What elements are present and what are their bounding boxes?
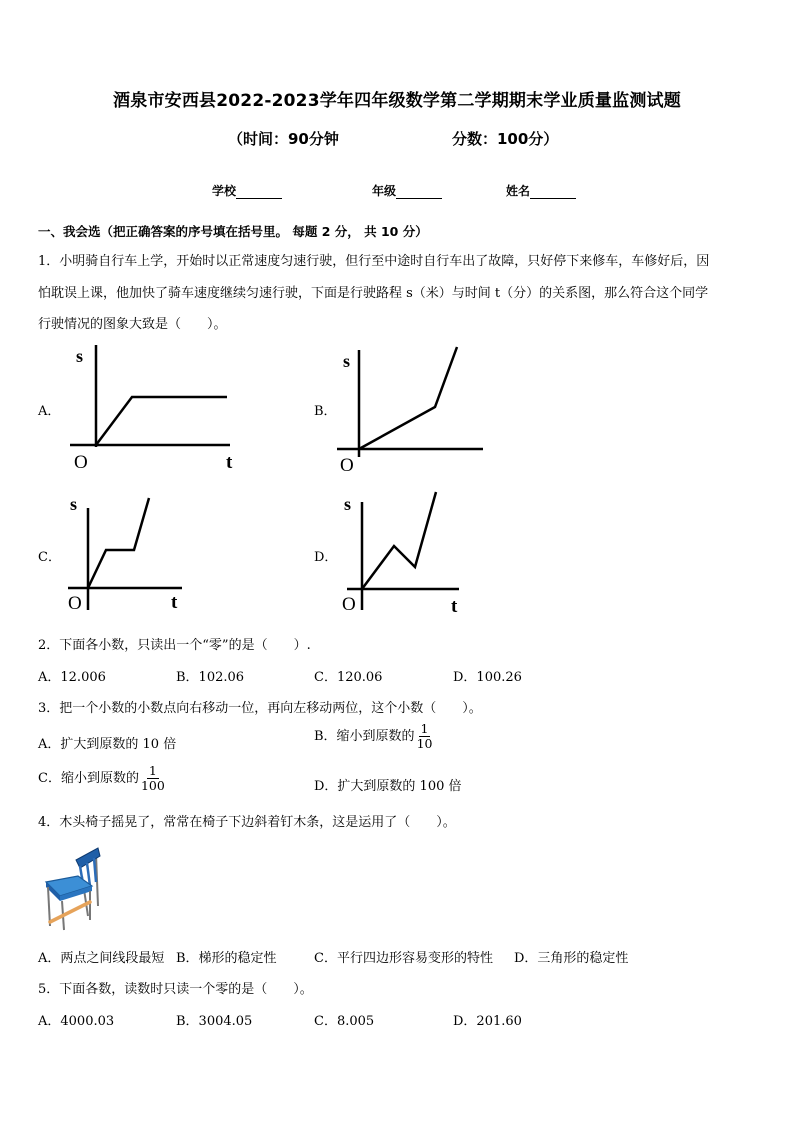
graph-a: [60, 340, 240, 473]
chair-image: [40, 846, 106, 932]
q2-option-c[interactable]: C．120.06: [314, 670, 383, 685]
y-axis-label: s: [344, 494, 352, 514]
graph-b: [335, 345, 495, 475]
graph-d-line: [362, 492, 436, 589]
x-axis-label: t: [451, 596, 458, 617]
q2-option-a[interactable]: A．12.006: [38, 670, 106, 685]
q3-option-a[interactable]: A．扩大到原数的 10 倍: [38, 737, 177, 752]
q4-option-c[interactable]: C．平行四边形容易变形的特性: [314, 951, 493, 966]
origin-label: O: [68, 593, 82, 614]
q1-option-b-label[interactable]: B．: [314, 404, 337, 419]
q3-option-c-text: C．缩小到原数的: [38, 771, 139, 786]
grade-field[interactable]: [372, 182, 442, 199]
q1-line1: 1．小明骑自行车上学，开始时以正常速度匀速行驶，但行至中途时自行车出了故障，只好停下来修车，车修好后，因: [38, 254, 710, 269]
y-axis-label: s: [70, 494, 78, 514]
q3-option-c[interactable]: [38, 764, 165, 793]
graph-d: [335, 488, 475, 616]
exam-score: 分数：100分）: [452, 130, 559, 148]
origin-label: O: [74, 452, 88, 473]
q3-text: 3．把一个小数的小数点向右移动一位，再向左移动两位，这个小数（ ）。: [38, 701, 482, 716]
origin-label: O: [342, 594, 356, 615]
q1-line3: 行驶情况的图象大致是（ ）。: [38, 317, 227, 332]
name-blank[interactable]: [530, 186, 576, 199]
q4-option-d[interactable]: D．三角形的稳定性: [514, 951, 629, 966]
q5-option-b[interactable]: B．3004.05: [176, 1014, 253, 1029]
exam-time: （时间：90分钟: [228, 130, 339, 148]
q3-option-b-text: B．缩小到原数的: [314, 729, 415, 744]
x-axis-label: t: [171, 592, 178, 613]
y-axis-label: s: [76, 346, 84, 366]
origin-label: O: [340, 455, 354, 476]
name-label: 姓名: [506, 184, 531, 198]
school-field[interactable]: [212, 182, 282, 199]
q5-option-d[interactable]: D．201.60: [453, 1014, 522, 1029]
fraction-numerator: 1: [420, 721, 429, 736]
q1-line2: 怕耽误上课，他加快了骑车速度继续匀速行驶，下面是行驶路程 s（米）与时间 t（分）的关系图，那么符合这个同学: [38, 286, 709, 301]
fraction-denominator: 10: [416, 736, 433, 751]
name-field[interactable]: [506, 182, 576, 199]
q1-option-a-label[interactable]: A．: [38, 404, 61, 419]
school-label: 学校: [212, 184, 237, 198]
q5-text: 5．下面各数，读数时只读一个零的是（ ）。: [38, 982, 313, 997]
graph-c-line: [88, 498, 149, 588]
q1-option-c-label[interactable]: C．: [38, 550, 61, 565]
graph-c: [60, 490, 200, 615]
q4-option-b[interactable]: B．梯形的稳定性: [176, 951, 277, 966]
page-title: 酒泉市安西县2022-2023学年四年级数学第二学期期末学业质量监测试题: [113, 91, 681, 111]
q4-option-a[interactable]: A．两点之间线段最短: [38, 951, 165, 966]
q2-option-b[interactable]: B．102.06: [176, 670, 245, 685]
school-blank[interactable]: [236, 186, 282, 199]
grade-label: 年级: [372, 184, 397, 198]
q4-text: 4．木头椅子摇晃了，常常在椅子下边斜着钉木条，这是运用了（ ）。: [38, 815, 456, 830]
fraction-numerator: 1: [148, 763, 157, 778]
q3-option-d[interactable]: D．扩大到原数的 100 倍: [314, 779, 462, 794]
q5-option-c[interactable]: C．8.005: [314, 1014, 375, 1029]
grade-blank[interactable]: [396, 186, 442, 199]
x-axis-label: t: [226, 452, 233, 473]
q1-option-d-label[interactable]: D．: [314, 550, 338, 565]
fraction-1-100: [141, 764, 165, 793]
fraction-1-10: [417, 722, 433, 751]
fraction-denominator: 100: [140, 778, 165, 793]
q2-option-d[interactable]: D．100.26: [453, 670, 522, 685]
y-axis-label: s: [343, 351, 351, 371]
q5-option-a[interactable]: A．4000.03: [38, 1014, 115, 1029]
q3-option-b[interactable]: [314, 722, 432, 751]
section-heading: 一、我会选（把正确答案的序号填在括号里。 每题 2 分， 共 10 分）: [38, 224, 428, 239]
q2-text: 2．下面各小数，只读出一个“零”的是（ ）.: [38, 638, 311, 653]
graph-a-line: [96, 397, 227, 445]
graph-b-line: [359, 347, 457, 449]
